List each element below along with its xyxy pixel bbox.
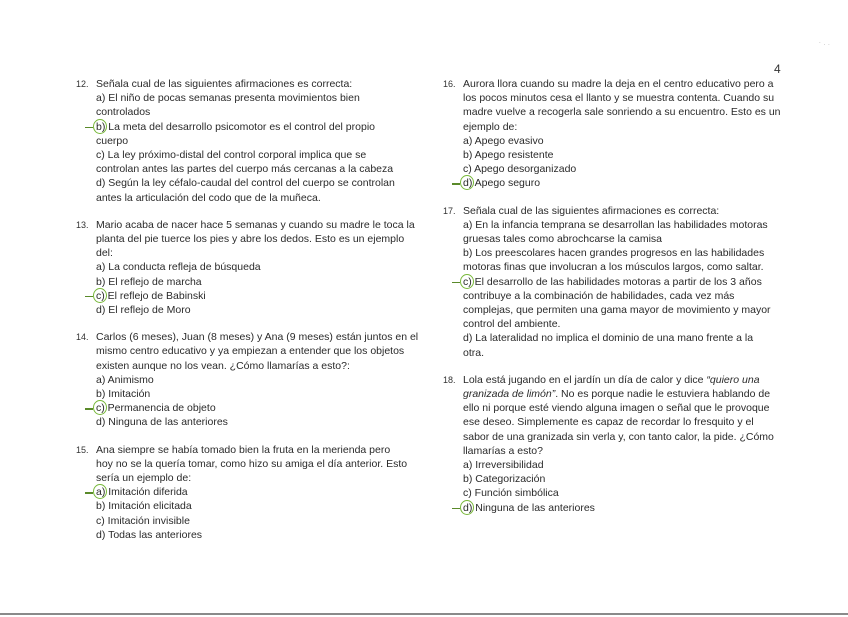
question-body: [463, 204, 788, 360]
answer-option: [96, 387, 418, 401]
answer-option-line: [96, 401, 418, 415]
answer-option-line: b) El reflejo de marcha: [96, 275, 202, 288]
question-stem-line: Señala cual de las siguientes afirmaciones es correcta:: [463, 204, 720, 217]
question-row: [76, 218, 415, 317]
answer-option: [96, 303, 415, 317]
question-stem-line: Mario acaba de nacer hace 5 semanas y cuando su madre le toca la: [96, 218, 415, 231]
question-stem-line: Aurora llora cuando su madre la deja en el centro educativo pero a: [463, 78, 774, 90]
question-stem-line: mismo centro educativo y ya empiezan a entender que los objetos: [96, 345, 405, 358]
answer-option: [96, 499, 407, 513]
answer-option-line: a) En la infancia temprana se desarrollan las habilidades motoras: [463, 218, 768, 231]
answer-option-line: control del ambiente.: [463, 318, 561, 331]
answer-tick-mark: [85, 296, 93, 298]
question-stem-line: ello ni porque esté viendo alguna imagen o señal que le provoque: [463, 402, 770, 415]
answer-option-line: c) Imitación invisible: [96, 514, 190, 527]
answer-option: [463, 218, 788, 246]
answer-option-line: contribuye a la combinación de habilidades, cada vez más: [463, 289, 735, 302]
answer-option: [96, 176, 406, 204]
answer-option-line: motoras finas que involucran a los músculos largos, como saltar.: [463, 261, 764, 274]
answer-option: [463, 176, 788, 190]
answer-option: [96, 373, 418, 387]
question-stem-line: sabor de una granizada sin verla y, con tanto calor, la pide. ¿Cómo: [463, 430, 774, 443]
question-stem-line: sería un ejemplo de:: [96, 472, 192, 485]
question-row: [443, 77, 788, 191]
answer-text: La meta del desarrollo psicomotor es el control del propio: [105, 120, 375, 133]
question-stem-line: hoy no se la quería tomar, como hizo su amiga el día anterior. Esto: [96, 457, 408, 470]
question-18: [443, 373, 788, 515]
answer-option: [463, 331, 788, 359]
question-stem-line: ese deseo. Simplemente es capaz de recordar lo fresquito y el: [463, 416, 754, 429]
answer-mark-circle: d): [463, 177, 473, 190]
answer-mark-circle: c): [463, 275, 472, 288]
answer-option-line: c) Apego desorganizado: [463, 163, 577, 176]
answer-text: Permanencia de objeto: [104, 402, 216, 415]
answer-text: Apego seguro: [472, 177, 541, 190]
question-14: [76, 330, 419, 429]
answer-option-line: otra.: [463, 346, 485, 359]
answer-mark-circle: b): [96, 120, 106, 133]
question-body: [96, 330, 418, 429]
answer-option-line: d) Ninguna de las anteriores: [96, 416, 228, 429]
answer-option: [96, 148, 406, 176]
answer-option-line: gruesas tales como abrochcarse la camisa: [463, 233, 663, 246]
answer-option: [463, 148, 788, 162]
answer-tick-mark: [452, 508, 460, 510]
answer-option-line: d) Todas las anteriores: [96, 528, 203, 541]
question-12: [76, 77, 406, 205]
answer-tick-mark: [85, 127, 93, 129]
answer-option-line: a) Irreversibilidad: [463, 459, 544, 472]
answer-text: El desarrollo de las habilidades motoras a partir de los 3 años: [471, 275, 762, 288]
answer-option: [96, 120, 406, 148]
answer-option-line: antes la articulación del codo que de la muñeca.: [96, 191, 321, 204]
question-number: 15.: [76, 444, 89, 455]
question-stem-line: Carlos (6 meses), Juan (8 meses) y Ana (9 meses) están juntos en el: [96, 331, 419, 344]
answer-option-line: controlados: [96, 106, 151, 119]
answer-mark-circle: d): [463, 501, 473, 514]
question-body: [463, 77, 788, 191]
question-row: [76, 443, 406, 542]
answer-option-line: c) La ley próximo-distal del control corporal implica que se: [96, 149, 367, 162]
answer-option-line: a) Animismo: [96, 373, 154, 386]
answer-option: [463, 246, 788, 274]
answer-option: [463, 162, 788, 176]
question-body: [463, 373, 788, 515]
answer-option: [96, 260, 415, 274]
answer-option-line: a) El niño de pocas semanas presenta movimientos bien: [96, 92, 360, 105]
answer-option-line: [96, 289, 415, 303]
answer-text: El reflejo de Babinski: [104, 289, 206, 302]
question-15: [76, 443, 406, 542]
answer-text: Ninguna de las anteriores: [472, 501, 595, 514]
answer-option-line: b) Apego resistente: [463, 149, 554, 162]
answer-option: [96, 528, 407, 542]
question-row: [443, 204, 788, 360]
answer-option-line: controlan antes las partes del cuerpo más cercanas a la cabeza: [96, 163, 394, 176]
answer-option-line: [463, 275, 788, 289]
question-stem-line: [463, 387, 788, 401]
question-stem-line: llamarías a esto?: [463, 444, 543, 457]
answer-tick-mark: [85, 492, 93, 494]
question-number: 16.: [443, 79, 456, 89]
answer-option: [463, 472, 788, 486]
answer-option-line: b) Imitación: [96, 388, 151, 401]
answer-option-line: d) El reflejo de Moro: [96, 304, 191, 317]
answer-option-line: b) Imitación elicitada: [96, 500, 192, 513]
page-number: 4: [774, 62, 781, 76]
question-13: [76, 218, 415, 317]
question-body: [96, 77, 406, 205]
answer-option: [96, 514, 407, 528]
question-stem-line: ejemplo de:: [463, 120, 518, 133]
answer-option-line: b) Los preescolares hacen grandes progresos en las habilidades: [463, 247, 765, 260]
stem-text: Lola está jugando en el jardín un día de calor y dice: [463, 373, 707, 386]
question-body: [96, 218, 415, 317]
answer-option: [96, 289, 415, 303]
page-bottom-edge: [0, 613, 848, 615]
question-number: 17.: [443, 205, 456, 216]
answer-option-line: complejas, que permiten una gama mayor de movimiento y mayor: [463, 304, 771, 317]
question-number: 14.: [76, 332, 89, 343]
answer-option: [463, 501, 788, 515]
answer-option-line: cuerpo: [96, 134, 129, 147]
answer-option-line: [463, 176, 788, 190]
answer-option-line: d) Según la ley céfalo-caudal del control del cuerpo se controlan: [96, 177, 395, 190]
answer-option: [96, 275, 415, 289]
answer-mark-circle: c): [96, 402, 105, 415]
question-row: [76, 330, 419, 429]
answer-option: [463, 486, 788, 500]
answer-option: [96, 415, 418, 429]
question-body: [96, 443, 407, 542]
answer-option-line: a) La conducta refleja de búsqueda: [96, 261, 261, 274]
answer-option: [96, 401, 418, 415]
scan-artifact: · . .: [818, 38, 830, 47]
question-stem-line: los pocos minutos cesa el llanto y se muestra contenta. Cuando su: [463, 92, 775, 105]
answer-option: [463, 134, 788, 148]
question-stem-line: del:: [96, 247, 113, 260]
stem-quote: “quiero una: [706, 373, 760, 386]
question-row: [76, 77, 406, 205]
answer-tick-mark: [452, 183, 460, 185]
answer-option-line: a) Apego evasivo: [463, 134, 544, 147]
answer-option-line: [463, 501, 788, 515]
right-column: [443, 77, 788, 528]
answer-tick-mark: [85, 408, 93, 410]
question-stem-line: madre vuelve a recogerla sale sonriendo a su encuentro. Esto es un: [463, 106, 781, 119]
question-17: [443, 204, 788, 360]
stem-quote: granizada de limón”: [463, 388, 556, 401]
question-number: 13.: [76, 219, 89, 230]
answer-option: [463, 275, 788, 332]
question-stem-line: Señala cual de las siguientes afirmaciones es correcta:: [96, 78, 353, 90]
question-stem-line: planta del pie tuerce los pies y abre los dedos. Esto es un ejemplo: [96, 233, 405, 246]
question-stem-line: [463, 373, 788, 387]
stem-text: . No es porque nadie le estuviera hablando de: [555, 388, 771, 401]
question-row: [443, 373, 788, 515]
answer-mark-circle: c): [96, 289, 105, 302]
answer-option-line: d) La lateralidad no implica el dominio de una mano frente a la: [463, 332, 754, 345]
question-stem-line: Ana siempre se había tomado bien la fruta en la merienda pero: [96, 443, 391, 456]
answer-tick-mark: [452, 282, 460, 284]
question-number: 18.: [443, 374, 456, 385]
question-number: 12.: [76, 79, 89, 89]
question-stem-line: existen aunque no los vean. ¿Cómo llamarías a esto?:: [96, 359, 350, 372]
left-column: [76, 77, 419, 555]
answer-option: [96, 485, 407, 499]
answer-option-line: c) Función simbólica: [463, 487, 559, 500]
answer-option-line: [96, 120, 406, 134]
answer-option: [96, 91, 406, 119]
answer-option-line: b) Categorización: [463, 473, 546, 486]
answer-option: [463, 458, 788, 472]
answer-mark-circle: a): [96, 486, 106, 499]
question-16: [443, 77, 788, 191]
answer-text: Imitación diferida: [105, 486, 188, 499]
answer-option-line: [96, 485, 407, 499]
